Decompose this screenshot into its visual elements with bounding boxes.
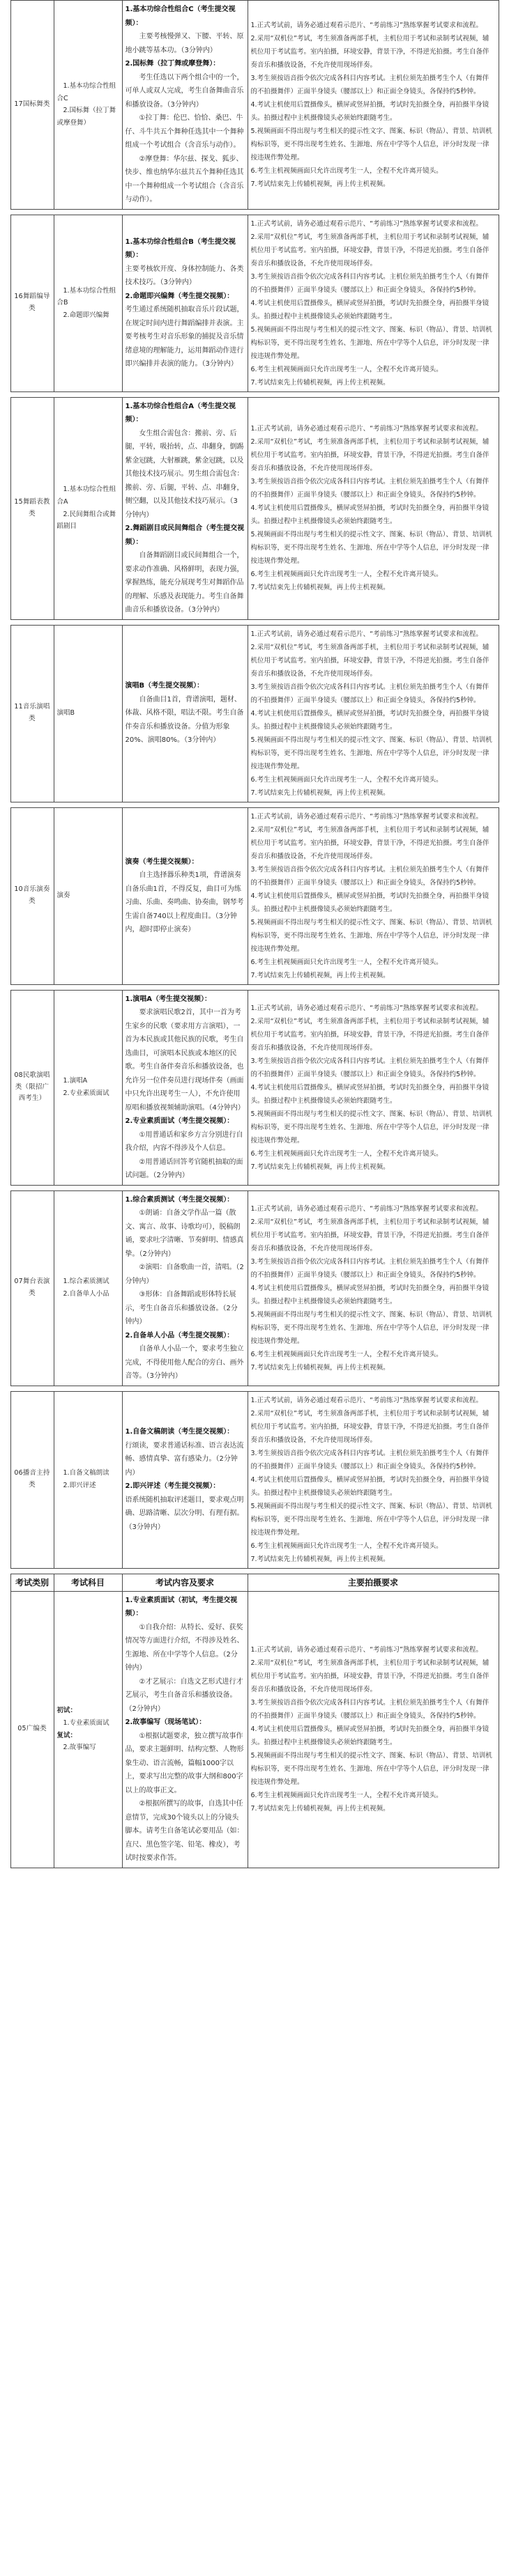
subject-item: 1.基本功综合性组合B [56,286,116,307]
requirement-item: 5.视频画面不得出现与考生相关的提示性文字、图案、标识（物品）、背景、培训机构标识等，更不得出现考生姓名、生源地、所在中学等个人信息，评分时发现一律按违规作弊处理。 [250,325,492,360]
requirement-item: 3.考生须按语音指令依次完成各科目内容考试。主机位须先拍摄考生个人（有舞伴的不拍摄舞伴）正面半身镜头（腰部以上）和正面全身镜头，各保持约5秒钟。 [250,1257,489,1279]
content-heading: 1.自备文稿朗读（考生提交视频）： [125,1428,234,1436]
content-paragraph: ②演唱：自备歌曲一首，清唱。（2分钟内） [125,1264,244,1285]
exam-content-cell [122,1391,248,1568]
subject-item: 2.即兴评述 [63,1482,96,1489]
requirement-item: 6.考生主机视频画面只允许出现考生一人，全程不允许离开镜头。 [250,1149,443,1158]
requirement-item: 7.考试结束先上传辅机视频，再上传主机视频。 [250,789,390,797]
table-row [10,1,499,210]
subject-cell [54,990,122,1185]
shooting-requirements-cell [248,397,499,619]
subject-item: 1.演唱A [63,1077,88,1085]
requirement-item: 3.考生须按语音指令依次完成各科目内容考试。主机位须先拍摄考生个人（有舞伴的不拍摄舞伴）正面半身镜头（腰部以上）和正面全身镜头，各保持约5秒钟。 [250,272,489,294]
requirement-item: 2.采用“双机位”考试，考生须准备两部手机，主机位用于考试和录制考试视频，辅机位用于考试监考。室内拍摄，环境安静，背景干净，不得逆光拍摄。考生自备伴奏音乐和播放设备，不允许使用现场伴奏。 [250,1218,489,1252]
requirement-item: 6.考生主机视频画面只允许出现考生一人，全程不允许离开镜头。 [250,775,443,784]
requirement-item: 6.考生主机视频画面只允许出现考生一人，全程不允许离开镜头。 [250,571,443,578]
shooting-requirements-cell [248,625,499,802]
content-paragraph: ①根据试题要求，独立撰写故事作品，要求主题鲜明、结构完整、人物形象生动、语言流畅，篇幅1000字以上，要求写出完整的故事大纲和800字以上的故事正文。 [125,1732,244,1794]
subject-item: 复试： [56,1731,77,1739]
exam-category-cell: 17国标舞类 [10,1,54,210]
content-heading: 1.基本功综合性组合C（考生提交视频）： [125,6,236,27]
subject-cell [54,1,122,210]
requirement-item: 3.考生须按语音指令依次完成各科目内容考试。主机位须先拍摄考生个人（有舞伴的不拍摄舞伴）正面半身镜头（腰部以上）和正面全身镜头，各保持约5秒钟。 [250,1699,489,1720]
content-paragraph: ①自我介绍：从特长、爱好、获奖情况等方面进行介绍，不得涉及姓名、生源地、所在中学等个人信息。（2分钟内） [125,1623,244,1672]
requirement-item: 7.考试结束先上传辅机视频，再上传主机视频。 [250,1363,390,1372]
requirement-item: 4.考试主机使用后置摄像头，横屏或竖屏拍摄，考试时先拍摄全身，再拍摄半身镜头。拍摄过程中主机摄像镜头必须始终跟随考生。 [250,504,489,525]
shooting-requirements-cell [248,1,499,210]
subject-item: 初试： [56,1707,77,1715]
requirement-item: 4.考试主机使用后置摄像头，横屏或竖屏拍摄，考试时先拍摄全身，再拍摄半身镜头。拍摄过程中主机摄像镜头必须始终跟随考生。 [250,1083,489,1105]
content-paragraph: 要求演唱民歌2首，其中一首为考生家乡的民歌（要求用方言演唱），一首为本民族或其他民族的民歌，考生自选曲目，可演唱本民族或本地区的民歌。考生自备伴奏音乐和播放设备，也允许另一位伴奏员进行现场伴奏（画面中只允许出现考生一人），不允许使用原唱和播放视频辅助演唱。（4分钟内） [125,1009,245,1112]
requirement-item: 3.考生须按语音指令依次完成各科目内容考试。主机位须先拍摄考生个人（有舞伴的不拍摄舞伴）正面半身镜头（腰部以上）和正面全身镜头，各保持约5秒钟。 [250,683,489,704]
subject-item: 2.国标舞（拉丁舞或摩登舞） [56,107,116,127]
exam-table [10,0,499,210]
requirement-item: 7.考试结束先上传辅机视频，再上传主机视频。 [250,1555,390,1563]
content-paragraph: ③形体：自备舞蹈或形体特长展示，考生自备音乐和播放设备。（2分钟内） [125,1291,238,1326]
content-paragraph: ①拉丁舞：伦巴、恰恰、桑巴、牛仔、斗牛共五个舞种任选其中一个舞种组成一个考试组合（含音乐与动作）。 [125,114,244,149]
requirement-item: 4.考试主机使用后置摄像头，横屏或竖屏拍摄，考试时先拍摄全身，再拍摄半身镜头。拍摄过程中主机摄像镜头必须始终跟随考生。 [250,299,489,320]
subject-cell [54,625,122,802]
requirement-item: 4.考试主机使用后置摄像头，横屏或竖屏拍摄，考试时先拍摄全身，再拍摄半身镜头。拍摄过程中主机摄像镜头必须始终跟随考生。 [250,1475,489,1497]
header-exam-category: 考试类别 [10,1574,54,1591]
content-paragraph: ②才艺展示：自选文艺形式进行才艺展示，考生自备音乐和播放设备。（2分钟内） [125,1677,243,1713]
exam-content-cell [122,1190,248,1386]
content-heading: 2.专业素质面试（考生提交视频）： [125,1117,234,1125]
subject-item: 2.命题即兴编舞 [63,311,109,319]
requirement-item: 7.考试结束先上传辅机视频，再上传主机视频。 [250,971,390,979]
subject-item: 演奏 [56,892,70,900]
exam-table [10,990,499,1186]
requirement-item: 3.考生须按语音指令依次完成各科目内容考试。主机位须先拍摄考生个人（有舞伴的不拍摄舞伴）正面半身镜头（腰部以上）和正面全身镜头，各保持约5秒钟。 [250,74,489,95]
exam-table [10,215,499,392]
requirement-item: 1.正式考试前，请务必通过观看示范片、“考前练习”熟练掌握考试要求和流程。 [250,1004,483,1012]
requirement-item: 7.考试结束先上传辅机视频，再上传主机视频。 [250,1805,390,1813]
requirement-item: 2.采用“双机位”考试，考生须准备两部手机，主机位用于考试和录制考试视频，辅机位用于考试监考。室内拍摄，环境安静，背景干净，不得逆光拍摄。考生自备伴奏音乐和播放设备，不允许使用现场伴奏。 [250,643,489,678]
subject-item: 2.故事编写 [63,1744,96,1752]
exam-category-cell: 10音乐演奏类 [10,807,54,984]
requirement-item: 7.考试结束先上传辅机视频，再上传主机视频。 [250,378,390,387]
exam-category-cell: 11音乐演唱类 [10,625,54,802]
requirement-item: 5.视频画面不得出现与考生相关的提示性文字、图案、标识（物品）、背景、培训机构标识等，更不得出现考生姓名、生源地、所在中学等个人信息，评分时发现一律按违规作弊处理。 [250,1752,492,1786]
subject-item: 2.民间舞组合或舞蹈剧目 [56,510,116,531]
table-header-row [10,1574,499,1591]
requirement-item: 5.视频画面不得出现与考生相关的提示性文字、图案、标识（物品）、背景、培训机构标识等，更不得出现考生姓名、生源地、所在中学等个人信息，评分时发现一律按违规作弊处理。 [250,127,492,162]
subject-item: 1.综合素质测试 [63,1278,109,1286]
content-paragraph: 考生任选以下两个组合中的一个，可单人或双人完成，考生自备舞曲音乐和播放设备。（3分钟内） [125,73,244,109]
content-heading: 2.故事编写（现场笔试）： [125,1718,206,1726]
content-heading: 1.演唱A（考生提交视频）： [125,995,211,1003]
subject-cell [54,1190,122,1386]
exam-content-cell [122,625,248,802]
content-paragraph: 主要考核慢弹又、下腰、平转、原地小跳等基本功。（3分钟内） [125,33,244,54]
requirement-item: 1.正式考试前，请务必通过观看示范片、“考前练习”熟练掌握考试要求和流程。 [250,219,483,228]
content-heading: 1.基本功综合性组合A（考生提交视频）： [125,402,236,424]
exam-category-cell: 15舞蹈表教类 [10,397,54,619]
requirement-item: 2.采用“双机位”考试，考生须准备两部手机，主机位用于考试和录制考试视频，辅机位用于考试监考。室内拍摄，环境安静，背景干净，不得逆光拍摄。考生自备伴奏音乐和播放设备，不允许使用现场伴奏。 [250,1409,489,1444]
subject-cell [54,1391,122,1568]
requirement-item: 4.考试主机使用后置摄像头，横屏或竖屏拍摄，考试时先拍摄全身，再拍摄半身镜头。拍摄过程中主机摄像镜头必须始终跟随考生。 [250,100,489,122]
content-heading: 2.国标舞（拉丁舞或摩登舞）： [125,60,220,68]
content-heading: 2.即兴评述（考生提交视频）： [125,1482,220,1490]
content-heading: 1.专业素质面试（初试，考生提交视频）： [125,1596,238,1617]
requirement-item: 7.考试结束先上传辅机视频，再上传主机视频。 [250,1163,390,1171]
exam-table [10,397,499,620]
content-paragraph: ②根据所撰写的故事，自选其中任意情节，完成30个镜头以上的分镜头脚本。请考生自备笔试必要用品（如：直尺、黑色签字笔、铅笔、橡皮），考试时按要求作答。 [125,1800,244,1862]
header-exam-subject: 考试科目 [54,1574,122,1591]
content-heading: 1.综合素质测试（考生提交视频）： [125,1195,234,1204]
requirement-item: 2.采用“双机位”考试，考生须准备两部手机，主机位用于考试和录制考试视频，辅机位用于考试监考。室内拍摄，环境安静，背景干净，不得逆光拍摄。考生自备伴奏音乐和播放设备，不允许使用现场伴奏。 [250,34,489,69]
subject-item: 1.基本功综合性组合C [56,82,116,102]
requirement-item: 2.采用“双机位”考试，考生须准备两部手机，主机位用于考试和录制考试视频，辅机位用于考试监考。室内拍摄，环境安静，背景干净，不得逆光拍摄。考生自备伴奏音乐和播放设备，不允许使用现场伴奏。 [250,1017,489,1052]
exam-category-cell: 06播音主持类 [10,1391,54,1568]
requirement-item: 2.采用“双机位”考试，考生须准备两部手机，主机位用于考试和录制考试视频，辅机位用于考试监考。室内拍摄，环境安静，背景干净，不得逆光拍摄。考生自备伴奏音乐和播放设备，不允许使用现场伴奏。 [250,438,489,472]
shooting-requirements-cell [248,215,499,391]
requirement-item: 3.考生须按语音指令依次完成各科目内容考试。主机位须先拍摄考生个人（有舞伴的不拍摄舞伴）正面半身镜头（腰部以上）和正面全身镜头，各保持约5秒钟。 [250,478,489,499]
shooting-requirements-cell [248,1591,499,1868]
exam-table [10,1391,499,1569]
header-shooting-requirements: 主要拍摄要求 [248,1574,499,1591]
content-heading: 演唱B（考生提交视频）： [125,682,204,690]
shooting-requirements-cell [248,1190,499,1386]
exam-category-cell: 05广编类 [10,1591,54,1868]
requirement-item: 5.视频画面不得出现与考生相关的提示性文字、图案、标识（物品）、背景、培训机构标识等，更不得出现考生姓名、生源地、所在中学等个人信息，评分时发现一律按违规作弊处理。 [250,918,492,953]
content-paragraph: 女生组合需包含：搬前、旁、后腿，平转，吸抬转，点、串翻身，倒踢紫金冠跳，大射雁跳，紫金冠跳，以及其他技术技巧展示。男生组合需包含：搬前、旁、后腿，平转、点、串翻身，侧空翻，以及其他技术技巧展示。（3分钟内） [125,429,244,519]
subject-cell [54,1591,122,1868]
subject-item: 演唱B [56,709,75,717]
exam-table [10,625,499,802]
content-heading: 演奏（考生提交视频）： [125,858,199,866]
exam-table-with-header [10,1574,499,1868]
subject-cell [54,397,122,619]
requirement-item: 5.视频画面不得出现与考生相关的提示性文字、图案、标识（物品）、背景、培训机构标识等，更不得出现考生姓名、生源地、所在中学等个人信息，评分时发现一律按违规作弊处理。 [250,736,492,770]
content-paragraph: ②摩登舞：华尔兹、探戈、狐步、快步、维也纳华尔兹共五个舞种任选其中一个舞种组成一个考试组合（含音乐与动作）。 [125,155,244,203]
requirement-item: 2.采用“双机位”考试，考生须准备两部手机，主机位用于考试和录制考试视频，辅机位用于考试监考。室内拍摄，环境安静，背景干净，不得逆光拍摄。考生自备伴奏音乐和播放设备，不允许使用现场伴奏。 [250,1659,489,1693]
requirement-item: 6.考生主机视频画面只允许出现考生一人，全程不允许离开镜头。 [250,1350,443,1358]
subject-item: 1.基本功综合性组合A [56,486,116,506]
requirement-item: 1.正式考试前，请务必通过观看示范片、“考前练习”熟练掌握考试要求和流程。 [250,425,483,433]
table-row [10,397,499,619]
content-paragraph: ②用普通话回答考官随机抽取的面试问题。（2分钟内） [125,1158,243,1179]
table-row [10,1591,499,1868]
content-paragraph: ①朗诵：自备文学作品一篇（散文、寓言、故事、诗歌均可），脱稿朗诵，要求吐字清晰、节奏鲜明、情感真挚。（2分钟内） [125,1209,244,1258]
shooting-requirements-cell [248,1391,499,1568]
exam-category-cell: 07舞台表演类 [10,1190,54,1386]
requirement-item: 5.视频画面不得出现与考生相关的提示性文字、图案、标识（物品）、背景、培训机构标识等，更不得出现考生姓名、生源地、所在中学等个人信息，评分时发现一律按违规作弊处理。 [250,531,492,565]
requirement-item: 1.正式考试前，请务必通过观看示范片、“考前练习”熟练掌握考试要求和流程。 [250,812,483,821]
content-paragraph: 自主选择器乐种类1项，背谱演奏自备乐曲1首，不得反复，曲目可为练习曲、乐曲、奏鸣曲、协奏曲，钢琴考生需自备740以上程度曲目。（3分钟内，超时即停止演奏） [125,871,244,933]
exam-content-cell [122,397,248,619]
exam-content-cell [122,1591,248,1868]
requirement-item: 7.考试结束先上传辅机视频，再上传主机视频。 [250,584,390,591]
header-exam-content: 考试内容及要求 [122,1574,248,1591]
requirement-item: 5.视频画面不得出现与考生相关的提示性文字、图案、标识（物品）、背景、培训机构标识等，更不得出现考生姓名、生源地、所在中学等个人信息，评分时发现一律按违规作弊处理。 [250,1110,492,1145]
subject-cell [54,215,122,391]
content-paragraph: 自备舞蹈剧目或民间舞组合一个，要求动作准确、风格鲜明，表现力强，掌握熟练，能充分展现考生对舞蹈作品的理解、乐感及表现能力。考生自备舞曲音乐和播放设备。（3分钟内） [125,552,244,614]
content-heading: 1.基本功综合性组合B（考生提交视频）： [125,238,236,259]
table-row [10,990,499,1185]
content-paragraph: 考生通过系统随机抽取音乐片段试题，在规定时间内进行舞蹈编排并表演。主要考核考生对音乐形象的捕捉及音乐情绪意境的理解能力，运用舞蹈动作进行即兴编排并表演的能力。（3分钟内） [125,306,244,368]
content-heading: 2.舞蹈剧目或民间舞组合（考生提交视频）： [125,525,245,546]
requirement-item: 3.考生须按语音指令依次完成各科目内容考试。主机位须先拍摄考生个人（有舞伴的不拍摄舞伴）正面半身镜头（腰部以上）和正面全身镜头，各保持约5秒钟。 [250,865,489,887]
subject-cell [54,807,122,984]
requirement-item: 2.采用“双机位”考试，考生须准备两部手机，主机位用于考试和录制考试视频，辅机位用于考试监考。室内拍摄，环境安静，背景干净，不得逆光拍摄。考生自备伴奏音乐和播放设备，不允许使用现场伴奏。 [250,233,489,267]
exam-content-cell [122,1,248,210]
content-heading: 2.自备单人小品（考生提交视频）： [125,1331,234,1340]
content-paragraph: 语系统随机抽取评述题目，要求观点明确、思路清晰、层次分明、有理有据。（3分钟内） [125,1496,244,1531]
requirement-item: 7.考试结束先上传辅机视频，再上传主机视频。 [250,180,390,188]
requirement-item: 3.考生须按语音指令依次完成各科目内容考试。主机位须先拍摄考生个人（有舞伴的不拍摄舞伴）正面半身镜头（腰部以上）和正面全身镜头，各保持约5秒钟。 [250,1449,489,1471]
requirement-item: 6.考生主机视频画面只允许出现考生一人，全程不允许离开镜头。 [250,365,443,373]
exam-content-cell [122,990,248,1185]
requirement-item: 6.考生主机视频画面只允许出现考生一人，全程不允许离开镜头。 [250,1792,443,1799]
content-paragraph: 主要考核软开度、身体控制能力、各类技术技巧。（3分钟内） [125,265,244,286]
requirement-item: 5.视频画面不得出现与考生相关的提示性文字、图案、标识（物品）、背景、培训机构标识等，更不得出现考生姓名、生源地、所在中学等个人信息，评分时发现一律按违规作弊处理。 [250,1310,492,1345]
requirement-item: 1.正式考试前，请务必通过观看示范片、“考前练习”熟练掌握考试要求和流程。 [250,21,483,29]
exam-table [10,1190,499,1386]
requirement-item: 3.考生须按语音指令依次完成各科目内容考试。主机位须先拍摄考生个人（有舞伴的不拍摄舞伴）正面半身镜头（腰部以上）和正面全身镜头，各保持约5秒钟。 [250,1057,489,1078]
content-heading: 2.命题即兴编舞（考生提交视频）： [125,292,234,300]
content-paragraph: 行颂读，要求普通话标准、语言表达流畅、感情真挚、富有感染力。（2分钟内） [125,1441,244,1477]
shooting-requirements-cell [248,807,499,984]
requirement-item: 4.考试主机使用后置摄像头，横屏或竖屏拍摄，考试时先拍摄全身，再拍摄半身镜头。拍摄过程中主机摄像镜头必须始终跟随考生。 [250,1725,489,1746]
requirement-item: 4.考试主机使用后置摄像头，横屏或竖屏拍摄，考试时先拍摄全身，再拍摄半身镜头。拍摄过程中主机摄像镜头必须始终跟随考生。 [250,892,489,913]
requirement-item: 1.正式考试前，请务必通过观看示范片、“考前练习”熟练掌握考试要求和流程。 [250,630,483,638]
exam-table [10,807,499,985]
subject-item: 1.专业素质面试 [63,1718,109,1727]
table-row [10,1190,499,1386]
content-paragraph: 自备曲目1首，背谱演唱，题材、体裁、风格不限，唱法不限。考生自备伴奏音乐和播放设备。分值为形象20%、演唱80%。（3分钟内） [125,695,244,745]
requirement-item: 6.考生主机视频画面只允许出现考生一人，全程不允许离开镜头。 [250,1542,443,1550]
subject-item: 1.自备文稿朗读 [63,1469,109,1477]
content-paragraph: ①用普通话和家乡方言分别进行自我介绍，内容不得涉及个人信息。 [125,1131,243,1152]
exam-content-cell [122,215,248,391]
requirement-item: 1.正式考试前，请务必通过观看示范片、“考前练习”熟练掌握考试要求和流程。 [250,1646,483,1654]
requirement-item: 6.考生主机视频画面只允许出现考生一人，全程不允许离开镜头。 [250,958,443,966]
table-row [10,807,499,984]
requirement-item: 4.考试主机使用后置摄像头，横屏或竖屏拍摄，考试时先拍摄全身，再拍摄半身镜头。拍摄过程中主机摄像镜头必须始终跟随考生。 [250,709,489,731]
exam-category-cell: 08民歌演唱类（限招广西考生） [10,990,54,1185]
content-paragraph: 自备单人小品一个，要求考生独立完成，不得使用他人配合的旁白、画外音等。（3分钟内） [125,1345,244,1380]
requirement-item: 5.视频画面不得出现与考生相关的提示性文字、图案、标识（物品）、背景、培训机构标识等，更不得出现考生姓名、生源地、所在中学等个人信息，评分时发现一律按违规作弊处理。 [250,1502,492,1537]
requirement-item: 2.采用“双机位”考试，考生须准备两部手机，主机位用于考试和录制考试视频，辅机位用于考试监考。室内拍摄，环境安静，背景干净，不得逆光拍摄。考生自备伴奏音乐和播放设备，不允许使用现场伴奏。 [250,825,489,860]
requirement-item: 6.考生主机视频画面只允许出现考生一人，全程不允许离开镜头。 [250,166,443,175]
exam-content-cell [122,807,248,984]
exam-category-cell: 16舞蹈编导类 [10,215,54,391]
requirement-item: 1.正式考试前，请务必通过观看示范片、“考前练习”熟练掌握考试要求和流程。 [250,1396,483,1404]
requirement-item: 1.正式考试前，请务必通过观看示范片、“考前练习”熟练掌握考试要求和流程。 [250,1204,483,1213]
subject-item: 2.专业素质面试 [63,1089,109,1097]
table-row [10,1391,499,1568]
table-row [10,215,499,391]
shooting-requirements-cell [248,990,499,1185]
requirement-item: 4.考试主机使用后置摄像头，横屏或竖屏拍摄，考试时先拍摄全身，再拍摄半身镜头。拍摄过程中主机摄像镜头必须始终跟随考生。 [250,1284,489,1305]
table-row [10,625,499,802]
subject-item: 2.自备单人小品 [63,1290,109,1298]
